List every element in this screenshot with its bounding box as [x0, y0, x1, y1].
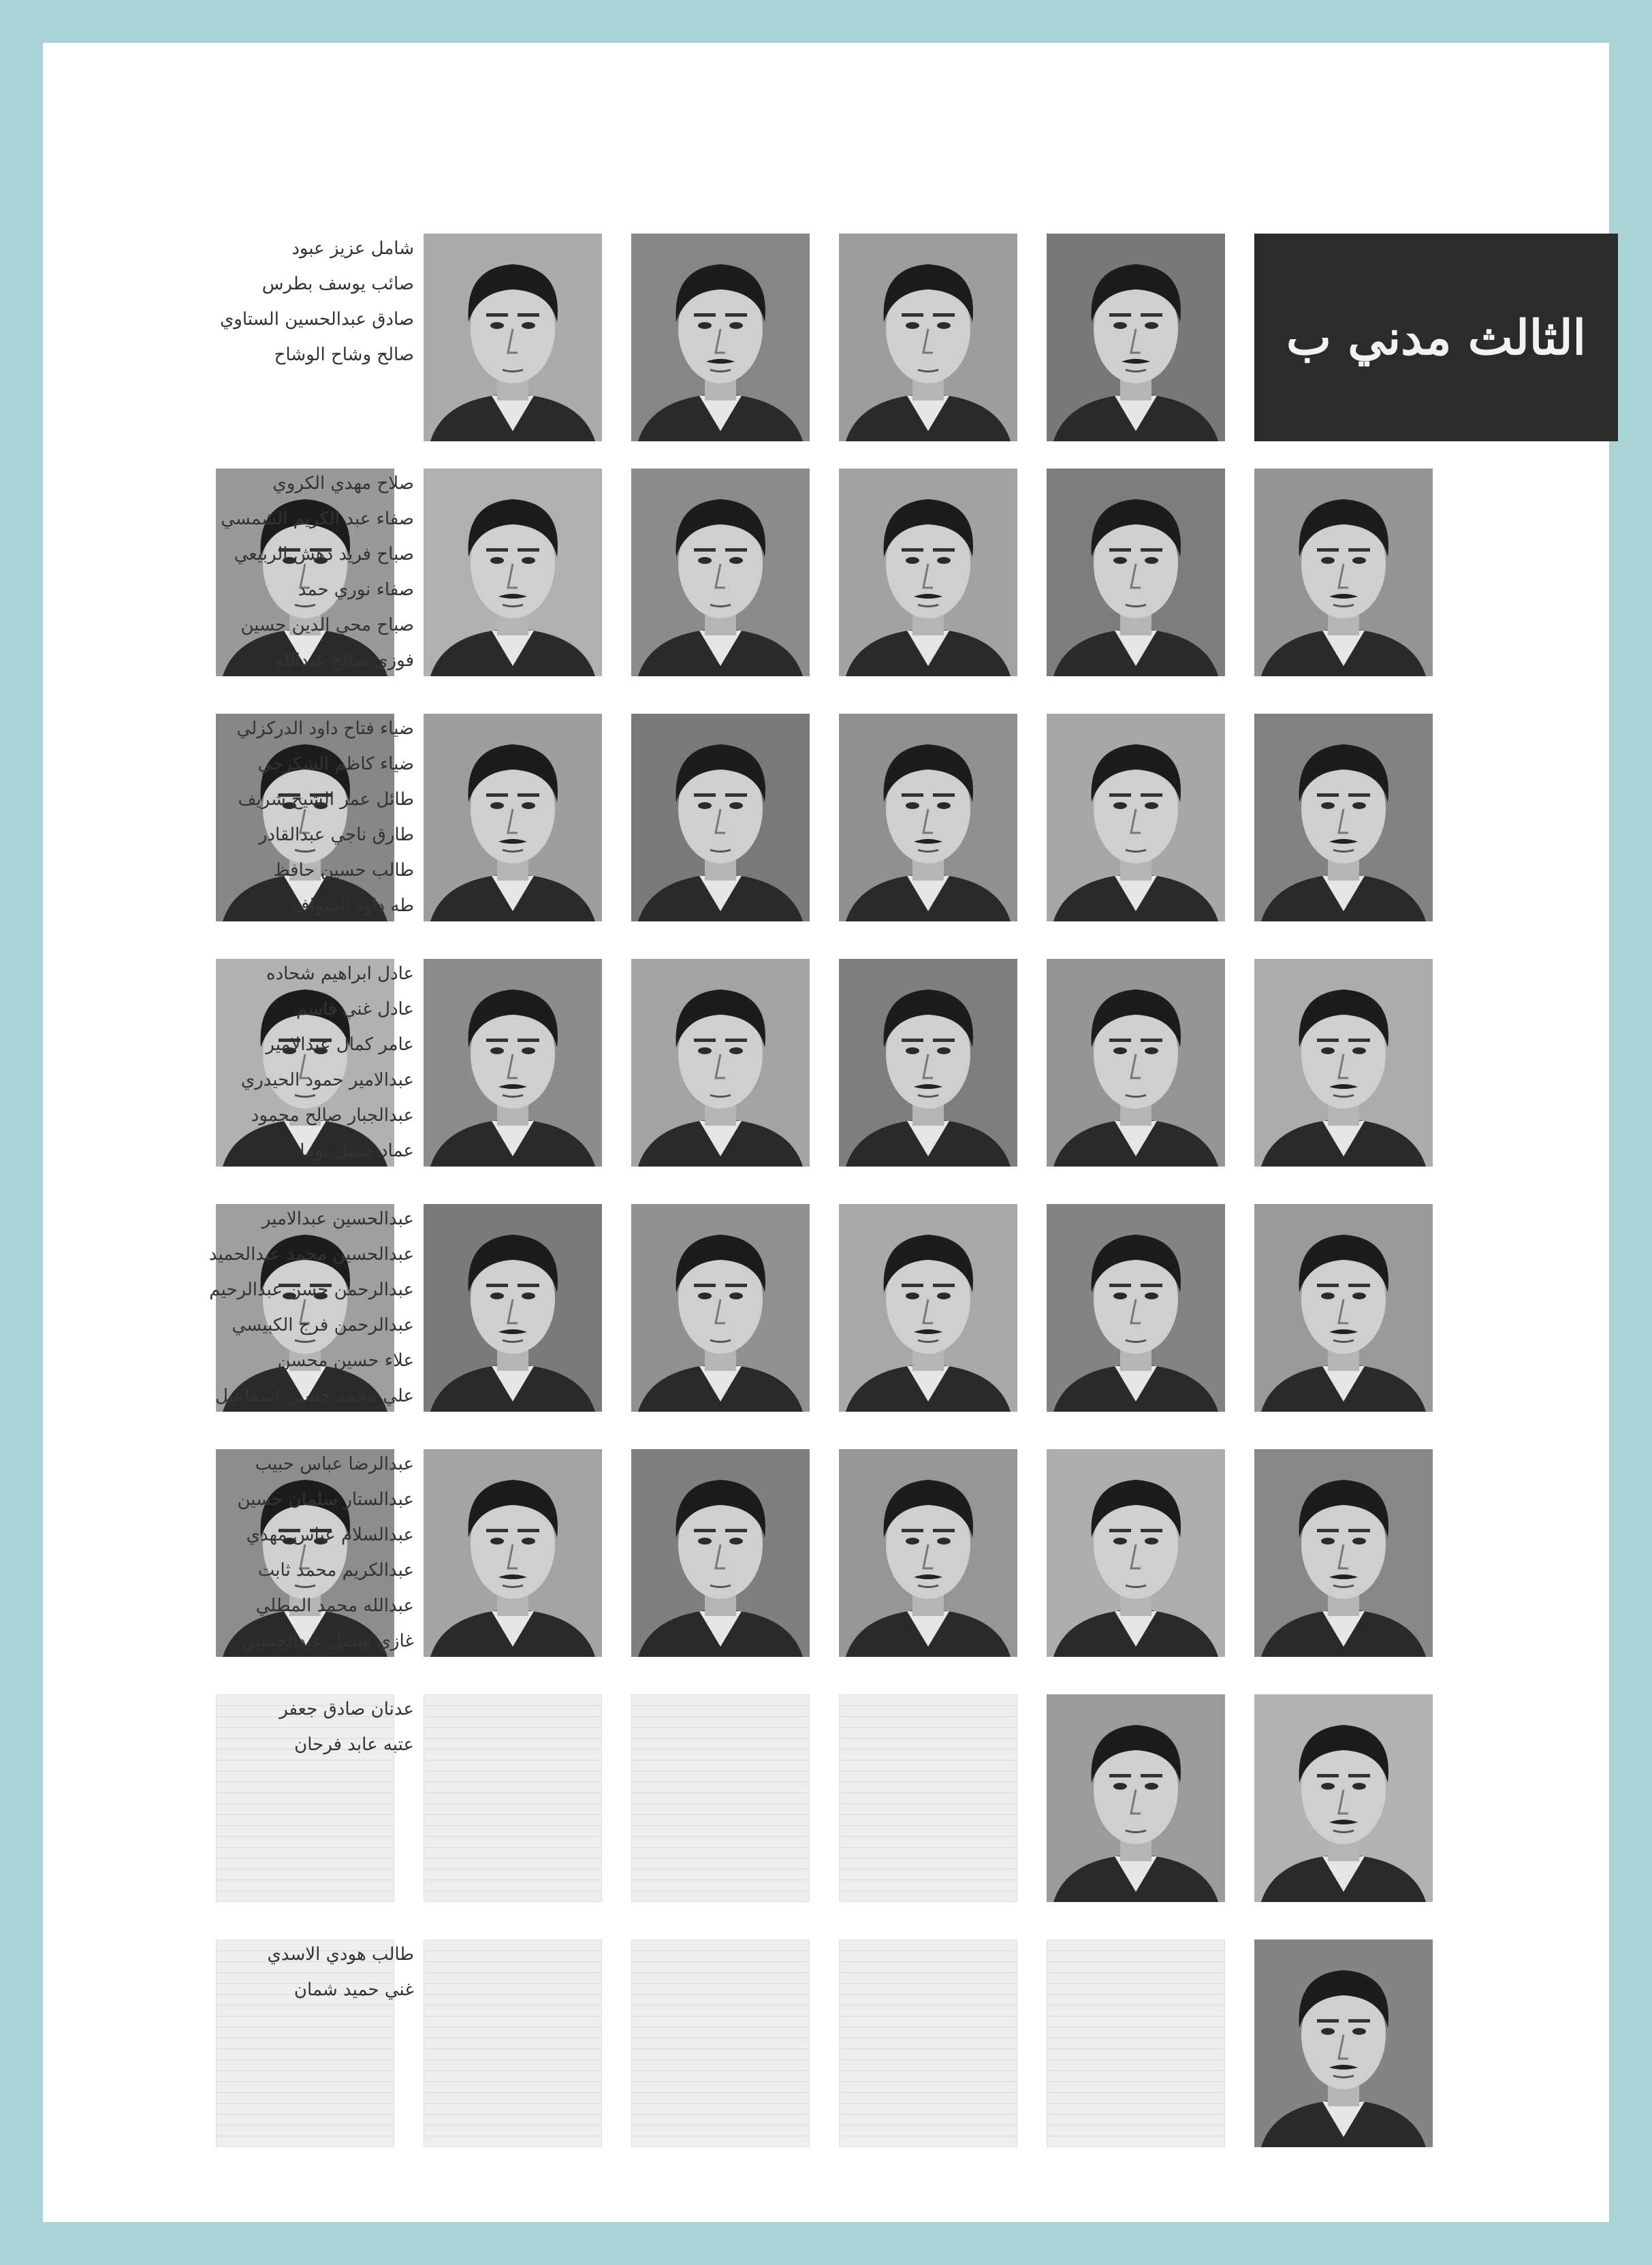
student-name: عبدالرحمن حسن عبدالرحيم — [209, 1280, 414, 1300]
portrait-photo — [424, 959, 602, 1167]
portrait-photo — [631, 1204, 810, 1412]
portrait-photo — [424, 1449, 602, 1657]
student-name: عبدالله محمد المطلي — [255, 1596, 414, 1616]
student-name: علاء حسين محسن — [277, 1350, 414, 1371]
student-name: طالب هودي الاسدي — [267, 1944, 414, 1965]
student-name: عامر كمال عبدالامير — [266, 1034, 414, 1055]
student-name: صادق عبدالحسين الستاوي — [219, 309, 414, 330]
portrait-photo — [839, 469, 1017, 676]
student-name: عبدالرضا عباس حبيب — [255, 1454, 414, 1474]
portrait-photo — [631, 714, 810, 921]
names-list — [145, 1201, 414, 1414]
names-list — [145, 466, 414, 678]
names-list — [145, 1937, 414, 2008]
student-name: صالح وشاح الوشاح — [274, 345, 414, 365]
student-name: طالب حسين حافظ — [273, 860, 414, 881]
portrait-photo — [1254, 1449, 1433, 1657]
student-name: عدنان صادق جعفر — [279, 1699, 414, 1720]
portrait-photo — [631, 959, 810, 1167]
student-name: عبدالحسين محمد عبدالحميد — [208, 1244, 414, 1265]
portrait-photo — [839, 1449, 1017, 1657]
class-header — [1254, 234, 1618, 441]
portrait-photo — [1254, 1204, 1433, 1412]
portrait-photo — [631, 469, 810, 676]
student-name: ضياء فتاح داود الدركزلي — [236, 718, 414, 739]
class-title: الثالث مدني ب — [1286, 309, 1586, 366]
blank-placeholder — [1047, 1939, 1225, 2147]
names-list — [145, 1692, 414, 1762]
student-name: عبدالجبار صالح محمود — [251, 1105, 414, 1126]
portrait-photo — [1047, 714, 1225, 921]
student-name: غني حميد شمان — [293, 1980, 414, 2000]
portrait-photo — [1047, 1204, 1225, 1412]
student-name: عبدالكريم محمد ثابت — [257, 1560, 414, 1581]
names-list — [145, 711, 414, 923]
portrait-photo — [839, 234, 1017, 441]
blank-placeholder — [424, 1694, 602, 1902]
blank-placeholder — [631, 1694, 810, 1902]
student-name: صباح محي الدين حسين — [240, 615, 414, 635]
student-name: عماد جميل توما — [300, 1141, 414, 1161]
names-list — [145, 1446, 414, 1659]
portrait-photo — [1254, 1694, 1433, 1902]
portrait-photo — [424, 234, 602, 441]
portrait-photo — [839, 714, 1017, 921]
blank-placeholder — [631, 1939, 810, 2147]
portrait-photo — [631, 234, 810, 441]
student-name: عادل ابراهيم شحاده — [266, 964, 414, 984]
student-name: صفاء عبد الكريم الشمسي — [221, 509, 414, 529]
names-list — [145, 231, 414, 373]
student-name: ضياء كاظم الشكرجي — [257, 754, 414, 774]
portrait-photo — [1254, 469, 1433, 676]
student-name: عبدالرحمن فرج الكبيسي — [232, 1315, 414, 1335]
student-name: صباح فريد دهش الربيعي — [234, 544, 414, 565]
student-name: طارق ناجي عبدالقادر — [258, 825, 414, 845]
portrait-photo — [839, 1204, 1017, 1412]
student-name: عادل غني قاسم — [296, 999, 414, 1019]
student-name: صلاح مهدي الكروي — [272, 473, 414, 494]
portrait-photo — [1254, 1939, 1433, 2147]
student-name: عتبه عابد فرحان — [294, 1735, 414, 1755]
portrait-photo — [424, 714, 602, 921]
student-name: عبدالحسين عبدالامير — [261, 1209, 414, 1229]
names-list — [145, 956, 414, 1169]
blank-placeholder — [424, 1939, 602, 2147]
portrait-photo — [1047, 1694, 1225, 1902]
portrait-photo — [424, 1204, 602, 1412]
student-name: عبدالسلام عباس مهدي — [246, 1525, 414, 1545]
portrait-photo — [631, 1449, 810, 1657]
portrait-photo — [1047, 959, 1225, 1167]
student-name: علي محمد حسين اسماعيل — [215, 1386, 414, 1406]
student-name: عبدالستار سلمان حسين — [237, 1489, 414, 1510]
student-name: شامل عزيز عبود — [291, 238, 414, 259]
portrait-photo — [1047, 1449, 1225, 1657]
student-name: فوزي صالح عبدالله — [274, 650, 414, 671]
portrait-photo — [424, 469, 602, 676]
student-name: صائب يوسف بطرس — [261, 274, 414, 294]
portrait-photo — [1047, 469, 1225, 676]
portrait-photo — [1254, 714, 1433, 921]
portrait-photo — [1047, 234, 1225, 441]
portrait-photo — [839, 959, 1017, 1167]
student-name: طائل عمر الشيخ شريف — [238, 789, 414, 810]
student-name: صفاء نوري حمد — [298, 580, 414, 600]
blank-placeholder — [839, 1694, 1017, 1902]
student-name: عبدالامير حمود الحيدري — [240, 1070, 414, 1090]
student-name: غازي فيصل عبدالحسين — [241, 1631, 414, 1651]
blank-placeholder — [839, 1939, 1017, 2147]
student-name: طه داود الشواف — [291, 896, 414, 916]
portrait-photo — [1254, 959, 1433, 1167]
yearbook-page — [43, 43, 1609, 2222]
